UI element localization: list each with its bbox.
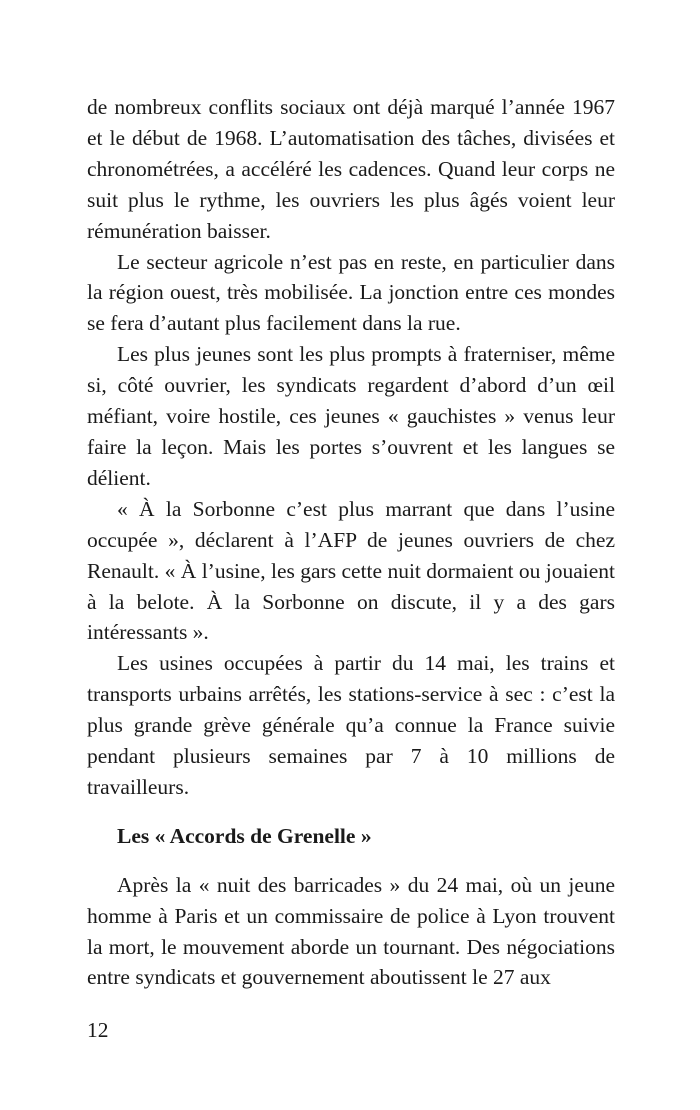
page-body [87,92,615,993]
body-paragraph: « À la Sorbonne c’est plus marrant que dans l’usine occupée », déclarent à l’AFP de jeunes ouvriers de chez Renault. « À l’usine, les gars cette nuit dormaient ou jouaient à la belote. À la Sorbonne on discute, il y a des gars intéressants ». [87,496,615,645]
page-number: 12 [87,1018,109,1042]
body-paragraph: de nombreux conflits sociaux ont déjà marqué l’année 1967 et le début de 1968. L’automatisation des tâches, divisées et chronométrées, a accéléré les cadences. Quand leur corps ne suit plus le rythme, les ouvriers les plus âgés voient leur rémunération baisser. [87,95,615,243]
section-heading: Les « Accords de Grenelle » [117,823,372,848]
body-paragraph: Après la « nuit des barricades » du 24 mai, où un jeune homme à Paris et un commissaire de police à Lyon trouvent la mort, le mouvement aborde un tournant. Des négociations entre syndicats et gouvernement aboutissent le 27 aux [87,872,615,990]
body-paragraph: Le secteur agricole n’est pas en reste, en particulier dans la région ouest, très mobilisée. La jonction entre ces mondes se fera d’autant plus facilement dans la rue. [87,249,615,336]
body-paragraph: Les plus jeunes sont les plus prompts à fraterniser, même si, côté ouvrier, les syndicats regardent d’abord d’un œil méfiant, voire hostile, ces jeunes « gauchistes » venus leur faire la leçon. Mais les portes s’ouvrent et les langues se délient. [87,342,615,490]
body-paragraph: Les usines occupées à partir du 14 mai, les trains et transports urbains arrêtés, les stations-service à sec : c’est la plus grande grève générale qu’a connue la France suivie pendant plusieurs semaines par 7 à 10 millions de travailleurs. [87,651,615,799]
